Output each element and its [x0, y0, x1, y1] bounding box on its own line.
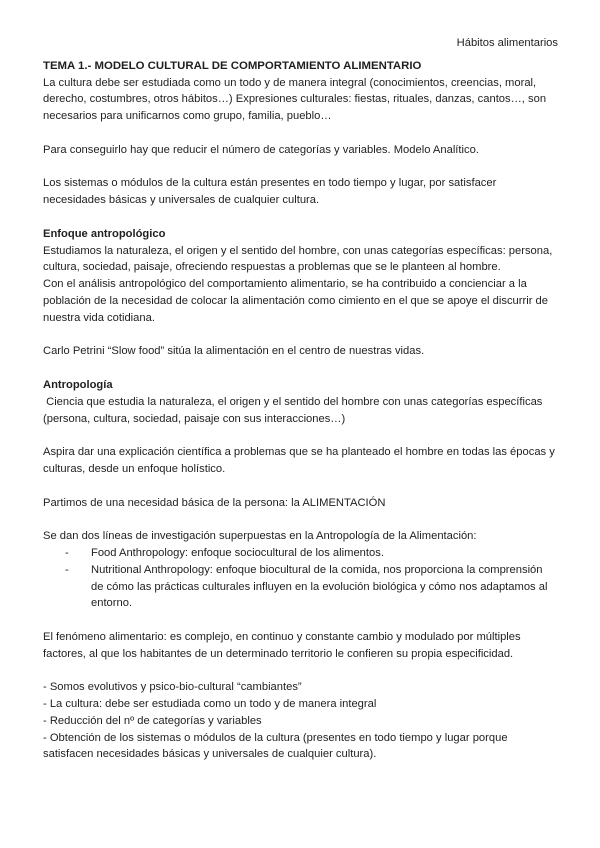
- summary-line: - Reducción del nº de categorías y variables: [43, 714, 262, 727]
- spacer: [43, 327, 558, 344]
- intro-paragraph-2: Para conseguirlo hay que reducir el número de categorías y variables. Modelo Analítico.: [43, 143, 479, 156]
- antropologia-paragraph-3: Partimos de una necesidad básica de la persona: la ALIMENTACIÓN: [43, 496, 386, 509]
- antropologia-paragraph-4: Se dan dos líneas de investigación superpuestas en la Antropología de la Alimentación:: [43, 530, 477, 543]
- antropologia-paragraph-5: El fenómeno alimentario: es complejo, en continuo y constante cambio y modulado por múltiples factores, al que los habitantes de un determinado territorio le confieren su propia especificidad.: [43, 630, 521, 660]
- spacer: [43, 612, 558, 629]
- enfoque-paragraph-2: Con el análisis antropológico del comportamiento alimentario, se ha contribuido a concienciar a la población de la necesidad de colocar la alimentación como cimiento en el que se apoye el discurrir de nuestra vida cotidiana.: [43, 278, 548, 324]
- summary-line: - Somos evolutivos y psico-bio-cultural “cambiantes”: [43, 681, 302, 694]
- intro-paragraph-3: Los sistemas o módulos de la cultura están presentes en todo tiempo y lugar, por satisfacer necesidades básicas y universales de cualquier cultura.: [43, 177, 497, 207]
- document-page: [43, 35, 558, 763]
- enfoque-paragraph-3: Carlo Petrini “Slow food” sitúa la alimentación en el centro de nuestras vidas.: [43, 345, 425, 358]
- antropologia-paragraph-1: Ciencia que estudia la naturaleza, el origen y el sentido del hombre con unas categorías específicas (persona, cultura, sociedad, paisaje con sus interacciones…): [43, 395, 546, 425]
- list-item: - Food Anthropology: enfoque sociocultural de los alimentos.: [43, 545, 558, 562]
- running-header: Hábitos alimentarios: [456, 37, 558, 49]
- spacer: [43, 662, 558, 679]
- research-lines-list: [43, 545, 558, 612]
- antropologia-paragraph-2: Aspira dar una explicación científica a problemas que se ha planteado el hombre en todas las épocas y culturas, desde un enfoque holístico.: [43, 446, 555, 475]
- spacer: [43, 125, 558, 142]
- spacer: [43, 427, 558, 444]
- spacer: [43, 209, 558, 226]
- spacer: [43, 511, 558, 528]
- enfoque-paragraph-1: Estudiamos la naturaleza, el origen y el sentido del hombre, con unas categorías específicas: persona, cultura, sociedad, paisaje, ofreciendo respuestas a problemas que se le planteen al hombre.: [43, 244, 553, 274]
- section-heading-antropologia: Antropología: [43, 378, 113, 391]
- list-item: - Nutritional Anthropology: enfoque biocultural de la comida, nos proporciona la comprensión de cómo las prácticas culturales influyen en la evolución biológica y cómo nos adaptamos al entorno.: [43, 562, 558, 612]
- summary-line: - Obtención de los sistemas o módulos de la cultura (presentes en todo tiempo y lugar porque satisfacen necesidades básicas y universales de cualquier cultura).: [43, 731, 508, 761]
- intro-paragraph-1: La cultura debe ser estudiada como un todo y de manera integral (conocimientos, creencias, moral, derecho, costumbres, otros hábitos…) Expresiones culturales: fiestas, rituales, danzas, cantos…, son necesarios para unificarnos como grupo, familia, pueblo…: [43, 76, 547, 123]
- summary-line: - La cultura: debe ser estudiada como un todo y de manera integral: [43, 698, 377, 711]
- spacer: [43, 478, 558, 495]
- spacer: [43, 159, 558, 176]
- document-title: TEMA 1.- MODELO CULTURAL DE COMPORTAMIENTO ALIMENTARIO: [43, 59, 422, 72]
- section-heading-enfoque: Enfoque antropológico: [43, 227, 166, 240]
- spacer: [43, 360, 558, 377]
